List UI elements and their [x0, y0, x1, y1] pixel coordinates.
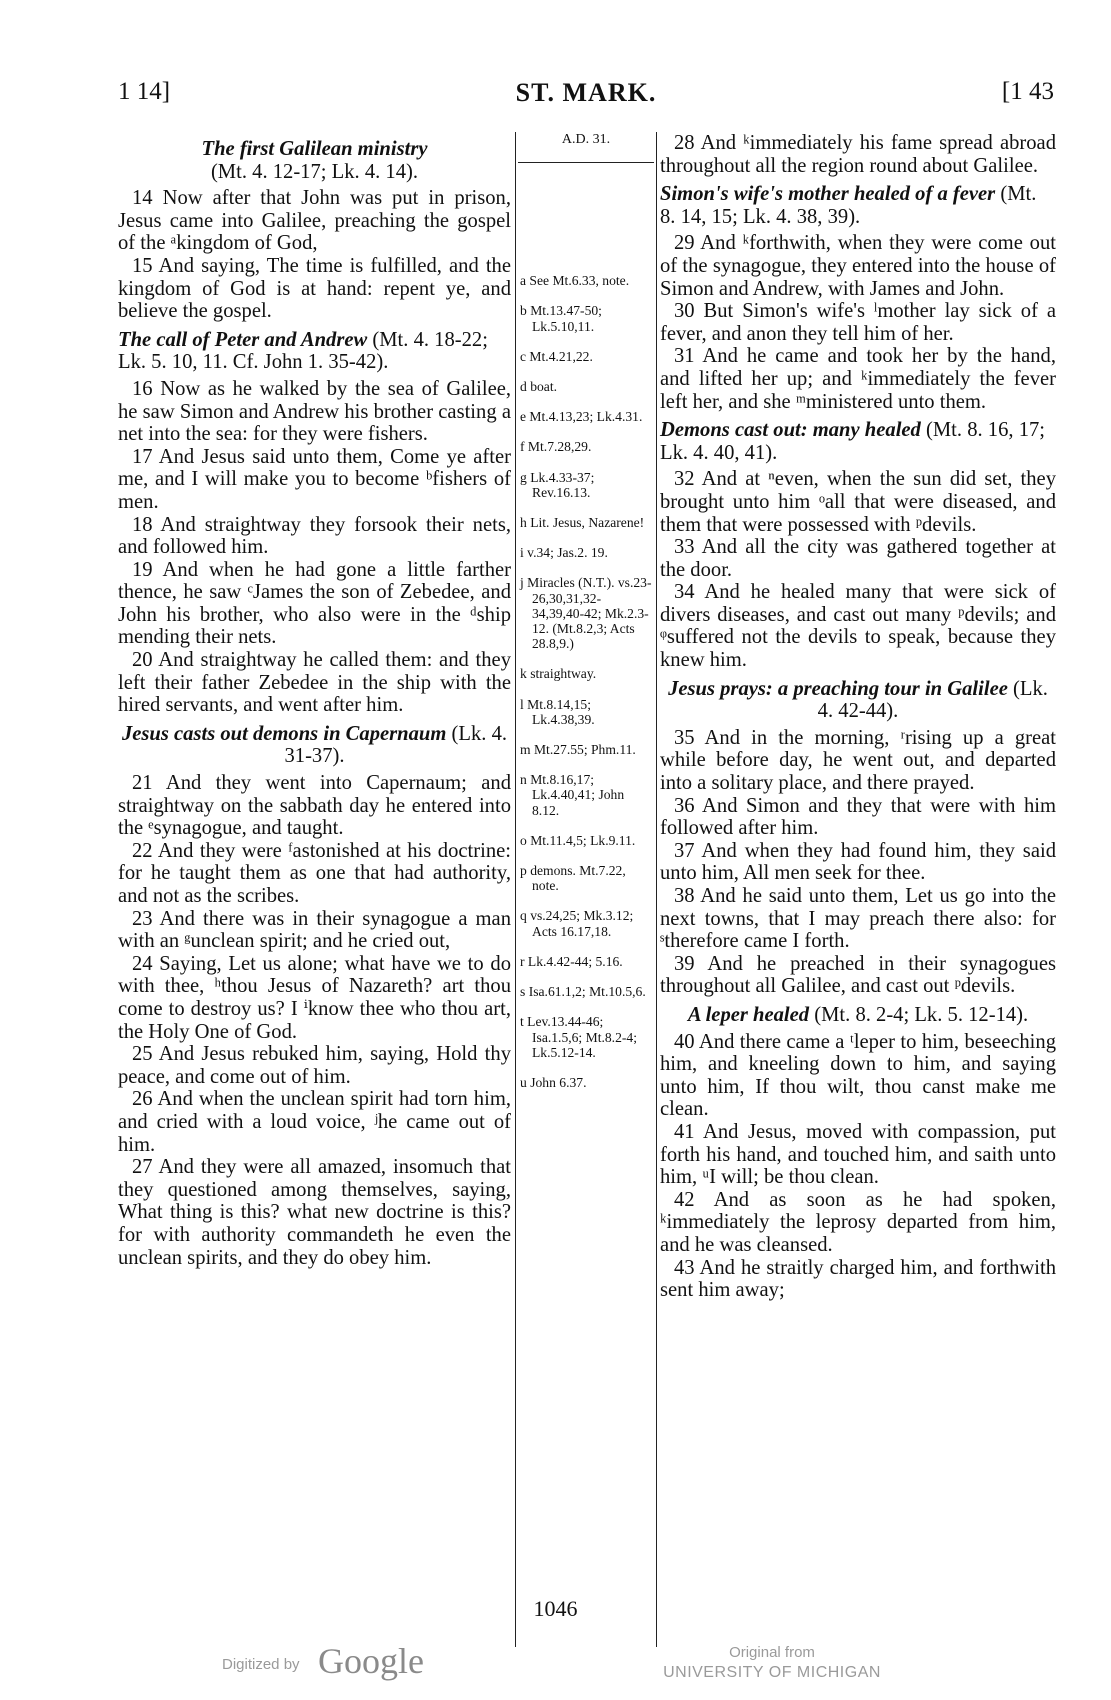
heading-title: Demons cast out: many healed [660, 419, 921, 442]
heading-title: Jesus prays: a preaching tour in Galilee [668, 677, 1008, 700]
year-label: A.D. 31. [561, 132, 611, 147]
section-heading [660, 1004, 1056, 1027]
verse-14: 14 Now after that John was put in prison, Jesus came into Galilee, preaching the gospel of the ᵃkingdom of God, [118, 187, 511, 255]
header-chapter-verse-end: [1 43 [1001, 78, 1054, 105]
margin-note: s Isa.61.1,2; Mt.10.5,6. [520, 984, 646, 1000]
margin-note: m Mt.27.55; Phm.11. [520, 742, 636, 758]
verse-28: 28 And ᵏimmediately his fame spread abroad throughout all the region round about Galilee. [660, 132, 1056, 177]
verse-29: 29 And ᵏforthwith, when they were come out of the synagogue, they entered into the house of Simon and Andrew, with James and John. [660, 232, 1056, 300]
verse-32: 32 And at ⁿeven, when the sun did set, they brought unto him ᵒall that were diseased, and them that were possessed with ᵖdevils. [660, 468, 1056, 536]
margin-note: c Mt.4.21,22. [520, 348, 593, 364]
library-name: UNIVERSITY OF MICHIGAN [663, 1664, 881, 1681]
heading-title: The call of Peter and Andrew [118, 328, 368, 351]
original-from-label: Original from [729, 1644, 815, 1661]
column-rule-right [656, 132, 657, 1647]
heading-title: A leper healed [687, 1003, 810, 1026]
heading-title: Jesus casts out demons in Capernaum [121, 722, 447, 745]
verse-20: 20 And straightway he called them: and they left their father Zebedee in the ship with the hired servants, and went after him. [118, 649, 511, 717]
section-heading [118, 329, 511, 374]
verse-35: 35 And in the morning, ʳrising up a great while before day, he went out, and departed into a solitary place, and there prayed. [660, 726, 1056, 795]
margin-note: p demons. Mt.7.22, note. [520, 863, 626, 894]
margin-note: q vs.24,25; Mk.3.12; Acts 16.17,18. [520, 908, 634, 939]
verse-22: 22 And they were ᶠastonished at his doctrine: for he taught them as one that had authority, and not as the scribes. [118, 839, 511, 907]
heading-reference: (Lk. 4. 42-44). [817, 677, 1048, 723]
margin-note: j Miracles (N.T.). vs.23-26,30,31,32-34,39,40-42; Mk.2.3-12. (Mt.8.2,3; Acts 28.8,9.) [520, 575, 652, 652]
heading-reference: (Mt. 8. 14, 15; Lk. 4. 38, 39). [660, 183, 1037, 228]
verse-17: 17 And Jesus said unto them, Come ye after me, and I will make you to become ᵇfishers of men. [118, 445, 511, 513]
verse-43: 43 And he straitly charged him, and forthwith sent him away; [660, 1256, 1056, 1302]
section-heading [660, 419, 1056, 464]
digitized-by-label: Digitized by [222, 1656, 300, 1673]
verse-23: 23 And there was in their synagogue a man with an ᵍunclean spirit; and he cried out, [118, 907, 511, 953]
verse-42: 42 And as soon as he had spoken, ᵏimmediately the leprosy departed from him, and he was cleansed. [660, 1188, 1056, 1256]
margin-note: k straightway. [520, 666, 597, 682]
margin-note: b Mt.13.47-50; Lk.5.10,11. [520, 303, 602, 334]
verse-25: 25 And Jesus rebuked him, saying, Hold thy peace, and come out of him. [118, 1043, 511, 1088]
section-heading [118, 723, 511, 768]
heading-reference: (Mt. 8. 16, 17; Lk. 4. 40, 41). [660, 419, 1046, 464]
section-heading [660, 678, 1056, 723]
verse-39: 39 And he preached in their synagogues throughout all Galilee, and cast out ᵖdevils. [660, 952, 1056, 998]
verse-31: 31 And he came and took her by the hand, and lifted her up; and ᵏimmediately the fever left her, and she ᵐministered unto them. [660, 345, 1056, 413]
verse-36: 36 And Simon and they that were with him followed after him. [660, 794, 1056, 840]
google-logo: Google [318, 1641, 424, 1681]
verse-33: 33 And all the city was gathered together at the door. [660, 536, 1056, 581]
verse-19: 19 And when he had gone a little farther thence, he saw ᶜJames the son of Zebedee, and John his brother, who also were in the ᵈship mending their nets. [118, 558, 511, 649]
heading-title: Simon's wife's mother healed of a fever [660, 183, 996, 206]
right-text-column [660, 132, 1056, 1302]
margin-note: a See Mt.6.33, note. [520, 273, 630, 289]
header-book-title: ST. MARK. [515, 78, 657, 107]
verse-30: 30 But Simon's wife's ˡmother lay sick of a fever, and anon they tell him of her. [660, 300, 1056, 345]
heading-reference: (Mt. 8. 2-4; Lk. 5. 12-14). [814, 1003, 1029, 1026]
verse-26: 26 And when the unclean spirit had torn him, and cried with a loud voice, ʲhe came out of him. [118, 1088, 511, 1156]
verse-24: 24 Saying, Let us alone; what have we to do with thee, ʰthou Jesus of Nazareth? art thou come to destroy us? I ⁱknow thee who thou art, the Holy One of God. [118, 952, 511, 1043]
verse-21: 21 And they went into Capernaum; and straightway on the sabbath day he entered into the ᵉsynagogue, and taught. [118, 772, 511, 840]
marginal-references [520, 132, 652, 1105]
verse-37: 37 And when they had found him, they said unto him, All men seek for thee. [660, 839, 1056, 885]
verse-15: 15 And saying, The time is fulfilled, and the kingdom of God is at hand: repent ye, and believe the gospel. [118, 254, 511, 323]
header-chapter-verse-start: 1 14] [118, 78, 171, 105]
margin-note: g Lk.4.33-37; Rev.16.13. [520, 469, 595, 500]
heading-reference: (Lk. 4. 31-37). [284, 722, 508, 768]
verse-16: 16 Now as he walked by the sea of Galilee, he saw Simon and Andrew his brother casting a net into the sea: for they were fishers. [118, 377, 511, 446]
column-rule-left [515, 132, 516, 1647]
heading-reference: (Mt. 4. 12-17; Lk. 4. 14). [210, 160, 419, 183]
margin-note: n Mt.8.16,17; Lk.4.40,41; John 8.12. [520, 772, 625, 818]
margin-note: u John 6.37. [520, 1074, 587, 1090]
verse-27: 27 And they were all amazed, insomuch that they questioned among themselves, saying, What thing is this? what new doctrine is this? for with authority commandeth he even the unclean spirits, and they do obey him. [118, 1156, 511, 1269]
heading-title: The first Galilean ministry [201, 138, 428, 160]
running-header [118, 78, 1054, 118]
margin-note: h Lit. Jesus, Nazarene! [520, 515, 645, 531]
verse-38: 38 And he said unto them, Let us go into the next towns, that I may preach there also: for ˢtherefore came I forth. [660, 885, 1056, 953]
verse-41: 41 And Jesus, moved with compassion, put forth his hand, and touched him, and saith unto him, ᵘI will; be thou clean. [660, 1120, 1056, 1189]
margin-note: e Mt.4.13,23; Lk.4.31. [520, 409, 643, 425]
section-heading [118, 138, 511, 183]
margin-note: r Lk.4.42-44; 5.16. [520, 953, 623, 969]
left-text-column [118, 132, 511, 1269]
margin-note: t Lev.13.44-46; Isa.1.5,6; Mt.8.2-4; Lk.5.12-14. [520, 1014, 637, 1060]
margin-note: l Mt.8.14,15; Lk.4.38,39. [520, 696, 595, 727]
verse-18: 18 And straightway they forsook their nets, and followed him. [118, 513, 511, 559]
verse-40: 40 And there came a ᵗleper to him, beseeching him, and kneeling down to him, and saying unto him, If thou wilt, thou canst make me clean. [660, 1030, 1056, 1121]
margin-note: i v.34; Jas.2. 19. [520, 545, 608, 561]
margin-note: o Mt.11.4,5; Lk.9.11. [520, 832, 636, 848]
margin-note: d boat. [520, 379, 557, 395]
section-heading [660, 183, 1056, 228]
page-number: 1046 [533, 1596, 578, 1621]
margin-note: f Mt.7.28,29. [520, 439, 592, 455]
verse-34: 34 And he healed many that were sick of divers diseases, and cast out many ᵖdevils; and ᵠsuffered not the devils to speak, because they knew him. [660, 581, 1056, 672]
heading-reference: (Mt. 4. 18-22; Lk. 5. 10, 11. Cf. John 1. 35-42). [118, 328, 488, 374]
